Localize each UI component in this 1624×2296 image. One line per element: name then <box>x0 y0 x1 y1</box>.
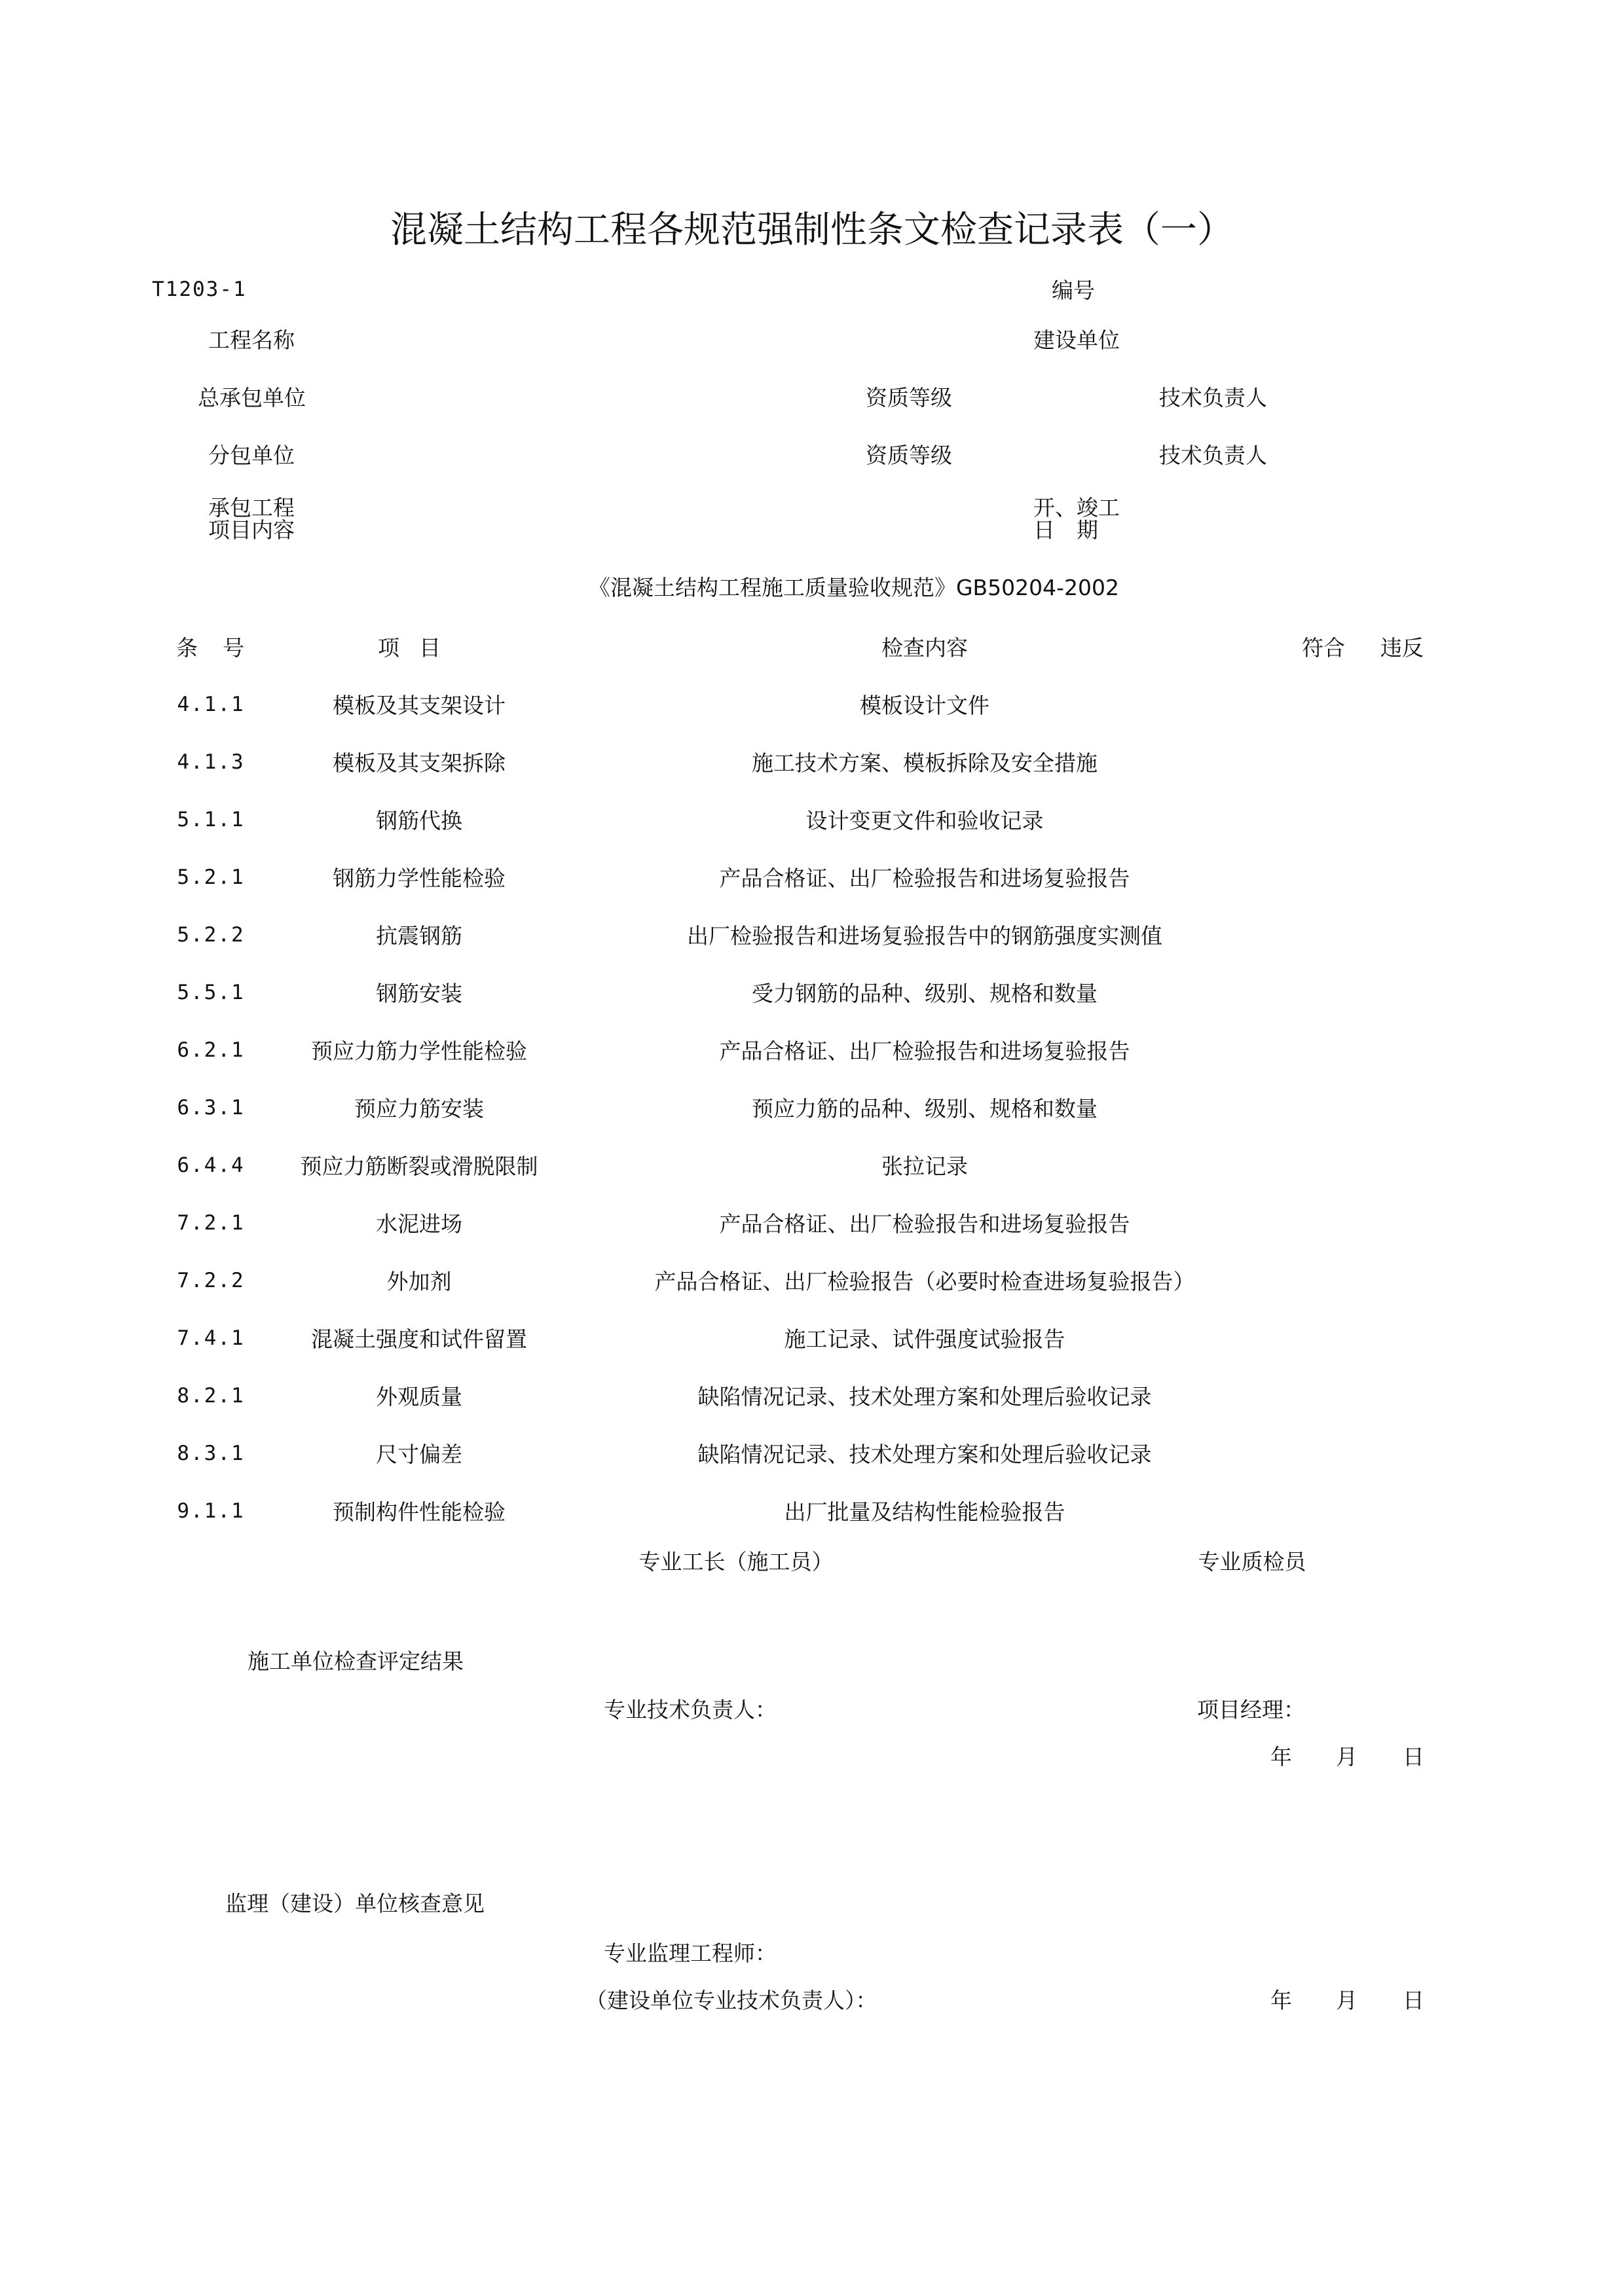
header-content: 检查内容 <box>881 635 968 661</box>
row-item: 预制构件性能检验 <box>333 1499 506 1525</box>
page-title: 混凝土结构工程各规范强制性条文检查记录表（一） <box>390 209 1234 251</box>
tech-lead-label-2: 技术负责人 <box>1159 443 1267 468</box>
supervision-date-day: 日 <box>1403 1988 1424 2013</box>
row-item: 尺寸偏差 <box>376 1442 462 1467</box>
row-clause: 9.1.1 <box>177 1499 245 1523</box>
row-content: 缺陷情况记录、技术处理方案和处理后验收记录 <box>697 1384 1152 1410</box>
header-item: 项目 <box>378 635 460 661</box>
row-clause: 7.4.1 <box>177 1326 245 1350</box>
row-item: 模板及其支架设计 <box>333 693 506 718</box>
construction-result-label: 施工单位检查评定结果 <box>248 1649 464 1674</box>
supervising-engineer-label: 专业监理工程师： <box>604 1941 777 1966</box>
row-content: 出厂检验报告和进场复验报告中的钢筋强度实测值 <box>687 923 1162 949</box>
row-item: 模板及其支架拆除 <box>333 750 506 776</box>
header-clause: 条号 <box>176 635 269 661</box>
row-item: 钢筋力学性能检验 <box>333 866 506 891</box>
construction-date-day: 日 <box>1403 1744 1424 1770</box>
tech-lead-sign-label: 专业技术负责人： <box>604 1697 777 1722</box>
row-clause: 8.3.1 <box>177 1442 245 1465</box>
foreman-label: 专业工长（施工员） <box>638 1549 834 1575</box>
row-content: 缺陷情况记录、技术处理方案和处理后验收记录 <box>697 1442 1152 1467</box>
row-content: 张拉记录 <box>881 1154 968 1179</box>
qualification-label-2: 资质等级 <box>866 443 952 468</box>
row-item: 外加剂 <box>386 1269 452 1294</box>
row-content: 施工技术方案、模板拆除及安全措施 <box>752 750 1098 776</box>
row-clause: 5.2.1 <box>177 866 245 889</box>
supervision-opinion-label: 监理（建设）单位核查意见 <box>225 1891 485 1916</box>
contract-work-label: 承包工程 <box>208 495 295 520</box>
subcontractor-label: 分包单位 <box>208 443 295 468</box>
form-code: T1203-1 <box>152 278 247 301</box>
row-clause: 4.1.1 <box>177 693 245 716</box>
dates-label-2: 日 期 <box>1033 517 1098 543</box>
row-content: 产品合格证、出厂检验报告和进场复验报告 <box>719 866 1130 891</box>
row-clause: 5.2.2 <box>177 923 245 947</box>
project-name-label: 工程名称 <box>208 327 295 353</box>
row-content: 模板设计文件 <box>860 693 989 718</box>
row-content: 施工记录、试件强度试验报告 <box>784 1326 1065 1352</box>
row-clause: 6.3.1 <box>177 1096 245 1120</box>
qualification-label-1: 资质等级 <box>866 385 952 410</box>
contract-content-label: 项目内容 <box>208 517 295 543</box>
row-item: 预应力筋安装 <box>354 1096 484 1121</box>
owner-tech-lead-label: （建设单位专业技术负责人）： <box>585 1988 877 2013</box>
inspector-label: 专业质检员 <box>1198 1549 1306 1575</box>
row-content: 产品合格证、出厂检验报告和进场复验报告 <box>719 1038 1130 1064</box>
row-content: 受力钢筋的品种、级别、规格和数量 <box>752 981 1098 1006</box>
row-clause: 5.5.1 <box>177 981 245 1004</box>
general-contractor-label: 总承包单位 <box>198 385 306 410</box>
row-item: 抗震钢筋 <box>376 923 462 949</box>
supervision-date-year: 年 <box>1270 1988 1292 2013</box>
row-item: 混凝土强度和试件留置 <box>311 1326 527 1352</box>
row-clause: 5.1.1 <box>177 808 245 831</box>
row-content: 预应力筋的品种、级别、规格和数量 <box>752 1096 1098 1121</box>
row-clause: 6.2.1 <box>177 1038 245 1062</box>
row-content: 产品合格证、出厂检验报告和进场复验报告 <box>719 1211 1130 1237</box>
construction-date-month: 月 <box>1336 1744 1357 1770</box>
row-clause: 8.2.1 <box>177 1384 245 1408</box>
header-comply: 符合 <box>1302 635 1345 661</box>
row-item: 预应力筋断裂或滑脱限制 <box>300 1154 538 1179</box>
row-clause: 7.2.1 <box>177 1211 245 1235</box>
row-content: 出厂批量及结构性能检验报告 <box>784 1499 1065 1525</box>
row-item: 钢筋安装 <box>376 981 462 1006</box>
row-item: 外观质量 <box>376 1384 462 1410</box>
row-content: 设计变更文件和验收记录 <box>805 808 1044 833</box>
row-content: 产品合格证、出厂检验报告（必要时检查进场复验报告） <box>654 1269 1195 1294</box>
row-item: 预应力筋力学性能检验 <box>311 1038 527 1064</box>
spec-name: 《混凝土结构工程施工质量验收规范》GB50204-2002 <box>588 575 1120 600</box>
row-item: 钢筋代换 <box>376 808 462 833</box>
project-manager-label: 项目经理： <box>1197 1697 1305 1722</box>
row-clause: 4.1.3 <box>177 750 245 774</box>
row-item: 水泥进场 <box>376 1211 462 1237</box>
row-clause: 7.2.2 <box>177 1269 245 1292</box>
number-label: 编号 <box>1052 278 1095 303</box>
row-clause: 6.4.4 <box>177 1154 245 1177</box>
tech-lead-label-1: 技术负责人 <box>1159 385 1267 410</box>
dates-label: 开、竣工 <box>1033 495 1120 520</box>
header-violate: 违反 <box>1380 635 1424 661</box>
owner-unit-label: 建设单位 <box>1033 327 1120 353</box>
supervision-date-month: 月 <box>1336 1988 1357 2013</box>
construction-date-year: 年 <box>1270 1744 1292 1770</box>
